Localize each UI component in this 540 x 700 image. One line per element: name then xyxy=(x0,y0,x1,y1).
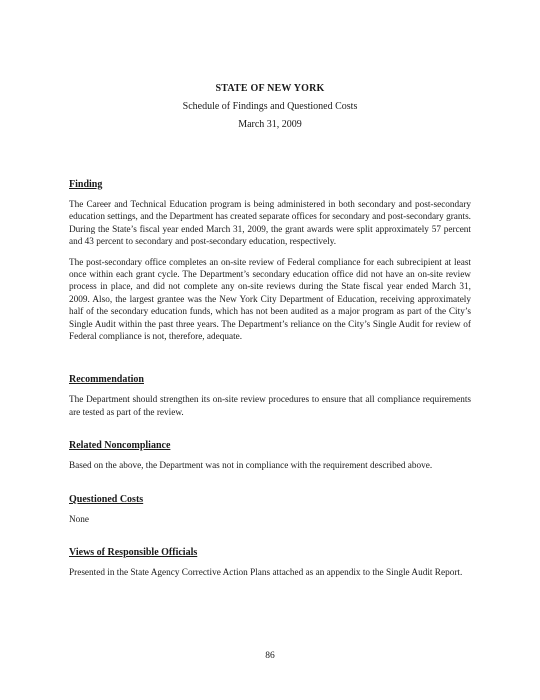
finding-heading: Finding xyxy=(69,179,103,190)
document-date: March 31, 2009 xyxy=(238,119,302,130)
related-noncompliance-heading: Related Noncompliance xyxy=(69,440,171,452)
document-header xyxy=(69,82,471,132)
related-noncompliance-paragraph: Based on the above, the Department was not in compliance with the requirement described above. xyxy=(69,461,433,472)
document-subtitle: Schedule of Findings and Questioned Costs xyxy=(182,101,358,112)
recommendation-heading: Recommendation xyxy=(69,374,144,386)
questioned-costs-paragraph: None xyxy=(69,514,90,525)
views-section xyxy=(69,546,471,579)
recommendation-paragraph: The Department should strengthen its on-site review procedures to ensure that all compliance requirements are tested as part of the review. xyxy=(69,395,471,418)
related-noncompliance-section xyxy=(69,439,471,472)
agency-title: STATE OF NEW YORK xyxy=(215,83,325,94)
finding-paragraph-1: The Career and Technical Education program is being administered in both secondary and post-secondary education settings, and the Department has created separate offices for secondary and post-secondary grants. During the State’s fiscal year ended March 31, 2009, the grant awards were split approximately 57 percent and 43 percent to secondary and post-secondary education, respectively. xyxy=(69,200,471,248)
views-heading: Views of Responsible Officials xyxy=(69,547,198,559)
page-number: 86 xyxy=(265,651,275,661)
finding-section xyxy=(69,178,471,343)
finding-paragraph-2: The post-secondary office completes an on-site review of Federal compliance for each subrecipient at least once within each grant cycle. The Department’s secondary education office did not have an on-site review process in place, and did not complete any on-site reviews during the State fiscal year ended March 31, 2009. Also, the largest grantee was the New York City Department of Education, receiving approximately half of the secondary education funds, which has not been audited as a major program as part of the City’s Single Audit within the past three years. The Department’s reliance on the City’s Single Audit for review of Federal compliance is not, therefore, adequate. xyxy=(69,257,471,343)
questioned-costs-section xyxy=(69,493,471,526)
questioned-costs-heading: Questioned Costs xyxy=(69,493,144,505)
recommendation-section xyxy=(69,373,471,419)
views-paragraph: Presented in the State Agency Corrective Action Plans attached as an appendix to the Single Audit Report. xyxy=(69,568,463,579)
